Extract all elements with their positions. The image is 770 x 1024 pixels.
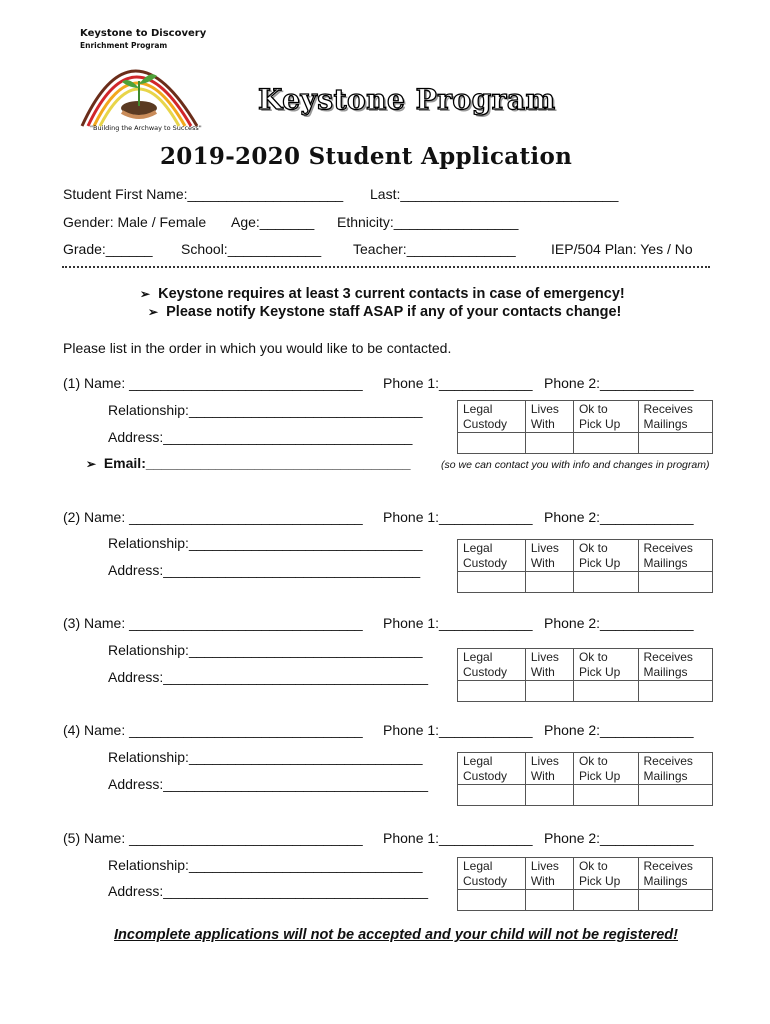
email-note: (so we can contact you with info and changes in program) [441, 459, 710, 471]
ok-to-pick-up-cell[interactable] [573, 572, 638, 593]
lives-with-cell[interactable] [525, 890, 573, 911]
ok-to-pick-up-cell[interactable] [573, 681, 638, 702]
contact-5-phone2-field[interactable]: Phone 2:____________ [544, 830, 694, 846]
receives-mailings-cell[interactable] [638, 433, 712, 454]
ok-to-pick-up-header: Ok to Pick Up [573, 649, 638, 681]
arrow-bullet-icon: ➢ [148, 305, 159, 319]
receives-mailings-header: Receives Mailings [638, 858, 712, 890]
contact-1-name-field[interactable]: (1) Name: ______________________________ [63, 375, 363, 391]
lives-with-cell[interactable] [525, 433, 573, 454]
contact-4-phone2-field[interactable]: Phone 2:____________ [544, 722, 694, 738]
contact-2-phone1-field[interactable]: Phone 1:____________ [383, 509, 533, 525]
contact-5-relationship-field[interactable]: Relationship:______________________________ [108, 857, 423, 873]
lives-with-cell[interactable] [525, 681, 573, 702]
receives-mailings-header: Receives Mailings [638, 401, 712, 433]
contact-5-phone1-field[interactable]: Phone 1:____________ [383, 830, 533, 846]
legal-custody-cell[interactable] [458, 572, 526, 593]
page-subtitle: 2019-2020 Student Application [160, 143, 573, 170]
lives-with-header: Lives With [525, 649, 573, 681]
contact-1-email-field[interactable] [86, 455, 411, 471]
receives-mailings-cell[interactable] [638, 681, 712, 702]
legal-custody-cell[interactable] [458, 681, 526, 702]
student-last-name-field[interactable]: Last:____________________________ [370, 186, 619, 202]
receives-mailings-header: Receives Mailings [638, 540, 712, 572]
legal-custody-header: Legal Custody [458, 401, 526, 433]
contact-4-address-field[interactable]: Address:__________________________________ [108, 776, 428, 792]
lives-with-header: Lives With [525, 753, 573, 785]
contact-3-phone1-field[interactable]: Phone 1:____________ [383, 615, 533, 631]
contact-order-instruction: Please list in the order in which you would like to be contacted. [63, 340, 452, 356]
contact-5-options-table [457, 857, 713, 911]
contact-1-address-field[interactable]: Address:________________________________ [108, 429, 413, 445]
keystone-logo [62, 26, 212, 136]
ok-to-pick-up-cell[interactable] [573, 433, 638, 454]
contact-1-options-table [457, 400, 713, 454]
logo-line-1: Keystone to Discovery [80, 28, 207, 39]
incomplete-warning: Incomplete applications will not be accepted and your child will not be registered! [114, 927, 678, 943]
age-field[interactable]: Age:_______ [231, 214, 315, 230]
contact-2-relationship-field[interactable]: Relationship:______________________________ [108, 535, 423, 551]
gender-field[interactable]: Gender: Male / Female [63, 214, 207, 230]
grade-field[interactable]: Grade:______ [63, 241, 153, 257]
legal-custody-header: Legal Custody [458, 858, 526, 890]
legal-custody-header: Legal Custody [458, 753, 526, 785]
receives-mailings-header: Receives Mailings [638, 649, 712, 681]
iep-plan-field[interactable]: IEP/504 Plan: Yes / No [551, 241, 693, 257]
contact-2-address-field[interactable]: Address:_________________________________ [108, 562, 421, 578]
receives-mailings-cell[interactable] [638, 785, 712, 806]
contact-4-name-field[interactable]: (4) Name: ______________________________ [63, 722, 363, 738]
logo-line-2: Enrichment Program [80, 41, 168, 50]
contact-2-options-table [457, 539, 713, 593]
arrow-bullet-icon: ➢ [140, 287, 151, 301]
contact-4-options-table [457, 752, 713, 806]
contact-2-name-field[interactable]: (2) Name: ______________________________ [63, 509, 363, 525]
legal-custody-header: Legal Custody [458, 540, 526, 572]
page-title: Keystone Program [258, 83, 556, 116]
lives-with-cell[interactable] [525, 785, 573, 806]
legal-custody-header: Legal Custody [458, 649, 526, 681]
contact-1-phone1-field[interactable]: Phone 1:____________ [383, 375, 533, 391]
ok-to-pick-up-cell[interactable] [573, 890, 638, 911]
receives-mailings-cell[interactable] [638, 890, 712, 911]
school-field[interactable]: School:____________ [181, 241, 322, 257]
contact-1-phone2-field[interactable]: Phone 2:____________ [544, 375, 694, 391]
contact-4-relationship-field[interactable]: Relationship:______________________________ [108, 749, 423, 765]
contact-4-phone1-field[interactable]: Phone 1:____________ [383, 722, 533, 738]
lives-with-header: Lives With [525, 401, 573, 433]
contact-3-options-table [457, 648, 713, 702]
contact-3-address-field[interactable]: Address:__________________________________ [108, 669, 428, 685]
notice-line-2: Please notify Keystone staff ASAP if any of your contacts change! [166, 304, 622, 320]
contact-5-address-field[interactable]: Address:__________________________________ [108, 883, 428, 899]
legal-custody-cell[interactable] [458, 890, 526, 911]
receives-mailings-header: Receives Mailings [638, 753, 712, 785]
teacher-field[interactable]: Teacher:______________ [353, 241, 516, 257]
contact-3-relationship-field[interactable]: Relationship:______________________________ [108, 642, 423, 658]
ok-to-pick-up-cell[interactable] [573, 785, 638, 806]
email-label: Email:__________________________________ [103, 455, 411, 471]
ok-to-pick-up-header: Ok to Pick Up [573, 753, 638, 785]
dotted-divider [62, 266, 710, 268]
notice-changes [148, 304, 621, 320]
contact-3-phone2-field[interactable]: Phone 2:____________ [544, 615, 694, 631]
notice-contacts [140, 286, 625, 302]
contact-3-name-field[interactable]: (3) Name: ______________________________ [63, 615, 363, 631]
legal-custody-cell[interactable] [458, 433, 526, 454]
ethnicity-field[interactable]: Ethnicity:________________ [337, 214, 519, 230]
contact-2-phone2-field[interactable]: Phone 2:____________ [544, 509, 694, 525]
arrow-bullet-icon: ➢ [86, 457, 97, 471]
lives-with-cell[interactable] [525, 572, 573, 593]
legal-custody-cell[interactable] [458, 785, 526, 806]
contact-1-relationship-field[interactable]: Relationship:______________________________ [108, 402, 423, 418]
receives-mailings-cell[interactable] [638, 572, 712, 593]
ok-to-pick-up-header: Ok to Pick Up [573, 401, 638, 433]
lives-with-header: Lives With [525, 858, 573, 890]
notice-line-1: Keystone requires at least 3 current contacts in case of emergency! [158, 286, 625, 302]
ok-to-pick-up-header: Ok to Pick Up [573, 540, 638, 572]
contact-5-name-field[interactable]: (5) Name: ______________________________ [63, 830, 363, 846]
student-first-name-field[interactable]: Student First Name:____________________ [63, 186, 344, 202]
logo-tagline: "Building the Archway to Success" [90, 124, 202, 132]
ok-to-pick-up-header: Ok to Pick Up [573, 858, 638, 890]
lives-with-header: Lives With [525, 540, 573, 572]
